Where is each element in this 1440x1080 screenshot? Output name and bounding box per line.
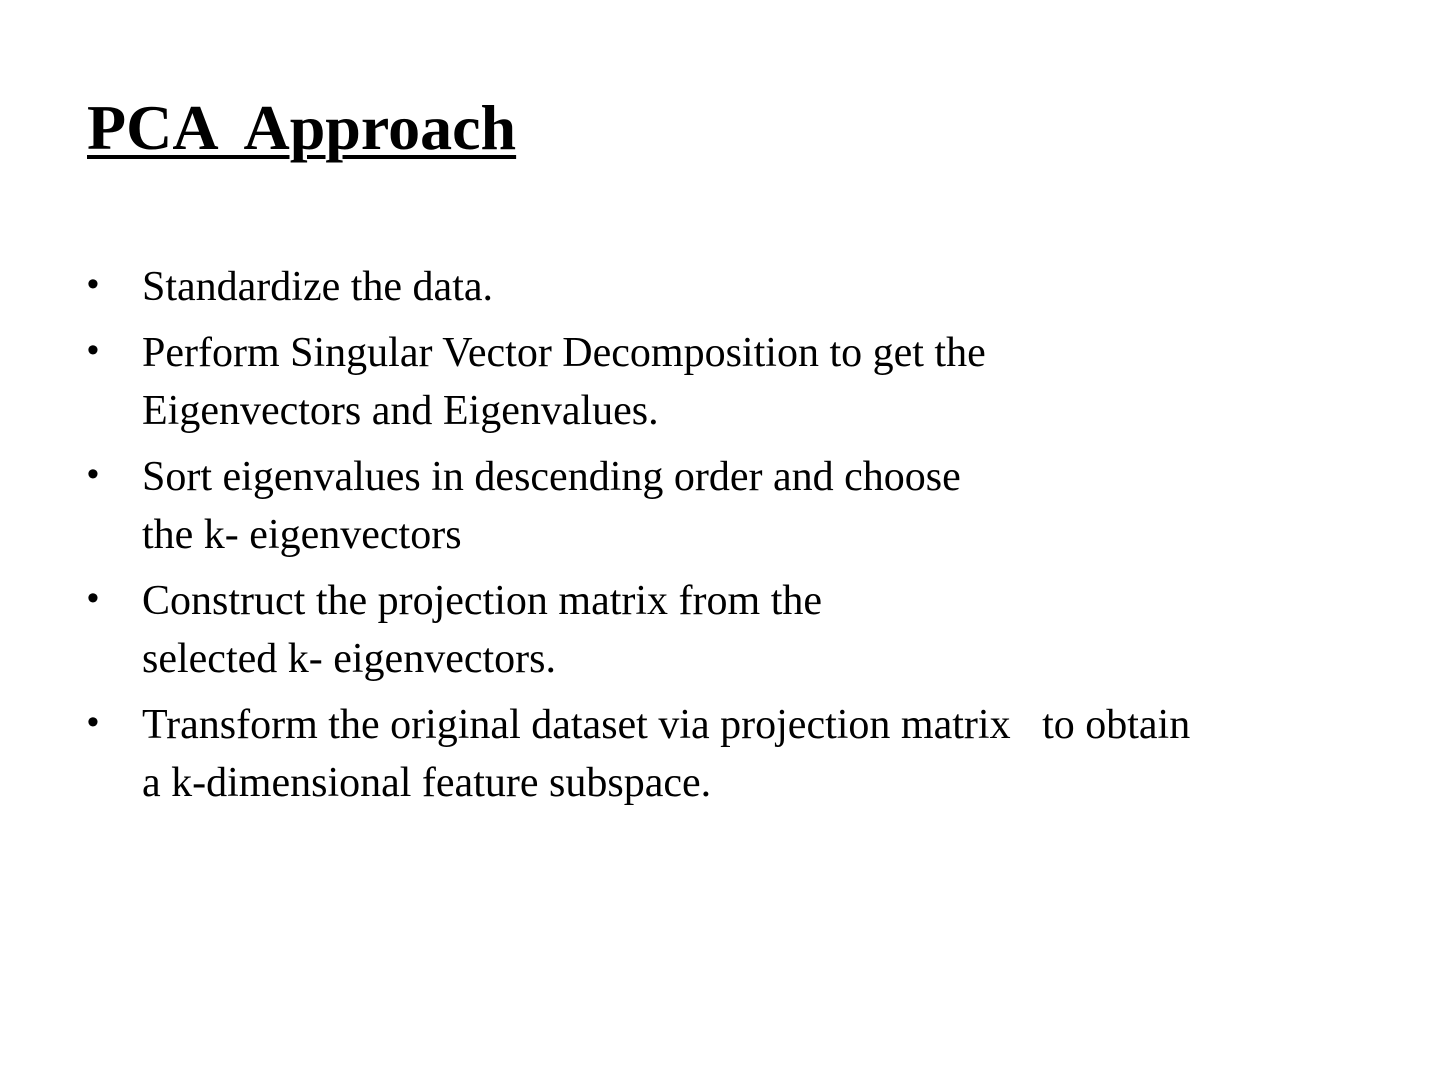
bullet-line: Standardize the data. (142, 264, 494, 310)
bullet-item-sort (87, 448, 1377, 564)
bullet-item-standardize (87, 258, 1377, 316)
bullet-dot-icon: • (87, 703, 99, 741)
bullet-line: a k-dimensional feature subspace. (142, 760, 712, 806)
bullet-line: Eigenvectors and Eigenvalues. (142, 388, 659, 434)
bullet-line: Transform the original dataset via projection matrix to obtain (142, 702, 1191, 748)
bullet-item-svd (87, 324, 1377, 440)
bullet-line: Construct the projection matrix from the (142, 578, 822, 624)
bullet-list (87, 258, 1377, 820)
bullet-line: the k- eigenvectors (142, 512, 462, 558)
bullet-dot-icon: • (87, 579, 99, 617)
bullet-line: selected k- eigenvectors. (142, 636, 556, 682)
bullet-line: Sort eigenvalues in descending order and choose (142, 454, 961, 500)
bullet-item-projection-matrix (87, 572, 1377, 688)
bullet-dot-icon: • (87, 331, 99, 369)
bullet-dot-icon: • (87, 265, 99, 303)
slide-title: PCA Approach (87, 92, 517, 163)
bullet-dot-icon: • (87, 455, 99, 493)
bullet-item-transform (87, 696, 1377, 812)
bullet-line: Perform Singular Vector Decomposition to get the (142, 330, 986, 376)
